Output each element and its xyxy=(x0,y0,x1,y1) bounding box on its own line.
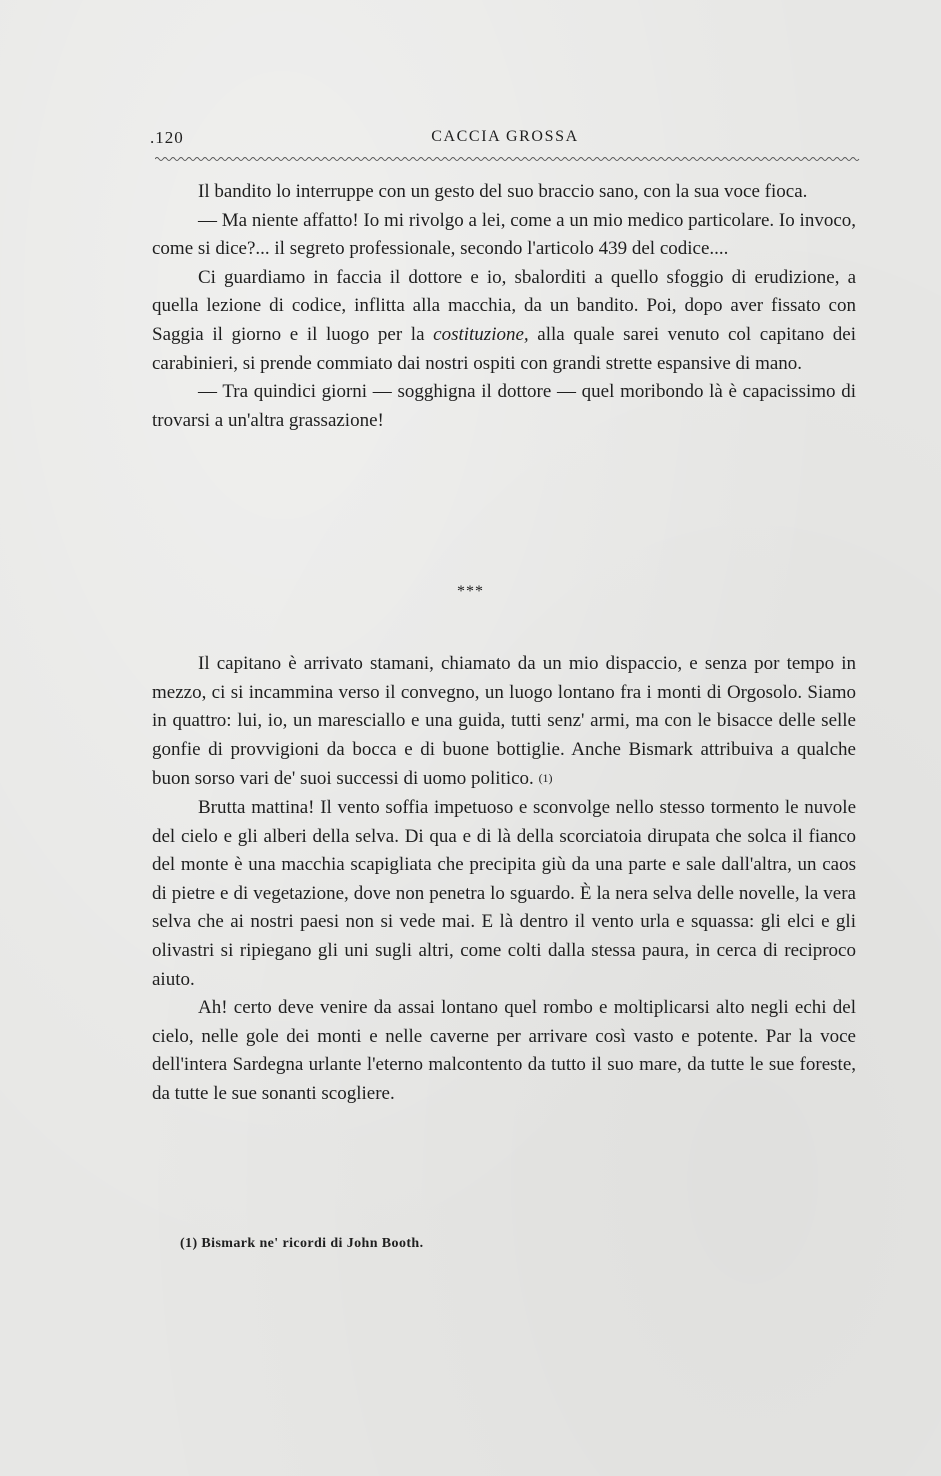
text-run: alla quale sarei venuto col capitano dei carabinieri, si prende commiato dai nostri ospiti con grandi strette espansive di mano. xyxy=(152,323,856,374)
running-title: CACCIA GROSSA xyxy=(431,128,579,145)
section-1-text xyxy=(152,178,856,435)
paragraph: Il bandito lo interruppe con un gesto del suo braccio sano, con la sua voce fioca. xyxy=(198,181,808,202)
footnote-reference: (1) xyxy=(538,771,553,786)
paragraph xyxy=(152,650,856,794)
section-2-text xyxy=(152,650,856,1109)
wavy-rule-divider xyxy=(155,154,860,164)
footnote: (1) Bismark ne' ricordi di John Booth. xyxy=(180,1236,424,1251)
paragraph: Brutta mattina! Il vento soffia impetuoso e sconvolge nello stesso tormento le nuvole del cielo e gli alberi della selva. Di qua e di là della scorciatoia dirupata che solca il fianco del monte è una macchia scapigliata che precipita giù da una parte e sale dall'altra, un caos di pietre e di vegetazione, dove non penetra lo sguardo. È la nera selva delle novelle, la vera selva che ai nostri paesi non si vede mai. E là dentro il vento urla e squassa: gli elci e gli olivastri si ripiegano gli uni sugli altri, come colti dalla stessa paura, in cerca di reciproco aiuto. xyxy=(152,796,856,990)
page-number: .120 xyxy=(150,128,184,147)
paragraph: — Ma niente affatto! Io mi rivolgo a lei, come a un mio medico particolare. Io invoco, come si dice?... il segreto professionale, secondo l'articolo 439 del codice.... xyxy=(152,209,856,260)
paragraph: Ah! certo deve venire da assai lontano quel rombo e moltiplicarsi alto negli echi del cielo, nelle gole dei monti e nelle caverne per arrivare così vasto e potente. Par la voce dell'intera Sardegna urlante l'eterno malcontento da tutto il suo mare, da tutte le sue foreste, da tutte le sue sonanti scogliere. xyxy=(152,997,856,1104)
section-break-asterism: *** xyxy=(457,583,484,600)
text-run: Ci guardiamo in faccia il dottore e io, sbalorditi a quello sfoggio di erudizione, a quella lezione di codice, inflitta alla macchia, da un bandito. Poi, dopo aver fissato con Saggia il giorno e il luogo per la xyxy=(152,266,856,345)
running-head xyxy=(150,128,860,152)
italic-term: costituzione, xyxy=(433,323,529,345)
paragraph: — Tra quindici giorni — sogghigna il dottore — quel moribondo là è capacissimo di trovarsi a un'altra grassazione! xyxy=(152,381,856,431)
text-run: Il capitano è arrivato stamani, chiamato da un mio dispaccio, e senza por tempo in mezzo, ci si incammina verso il convegno, un luogo lontano fra i monti di Orgosolo. Siamo in quattro: lui, io, un maresciallo e una guida, tutti senz' armi, ma con le bisacce delle selle gonfie di provvigioni da bocca e di buone bottiglie. Anche Bismark attribuiva a qualche buon sorso vari de' suoi successi di uomo politico. xyxy=(152,653,856,790)
paragraph xyxy=(152,264,856,378)
